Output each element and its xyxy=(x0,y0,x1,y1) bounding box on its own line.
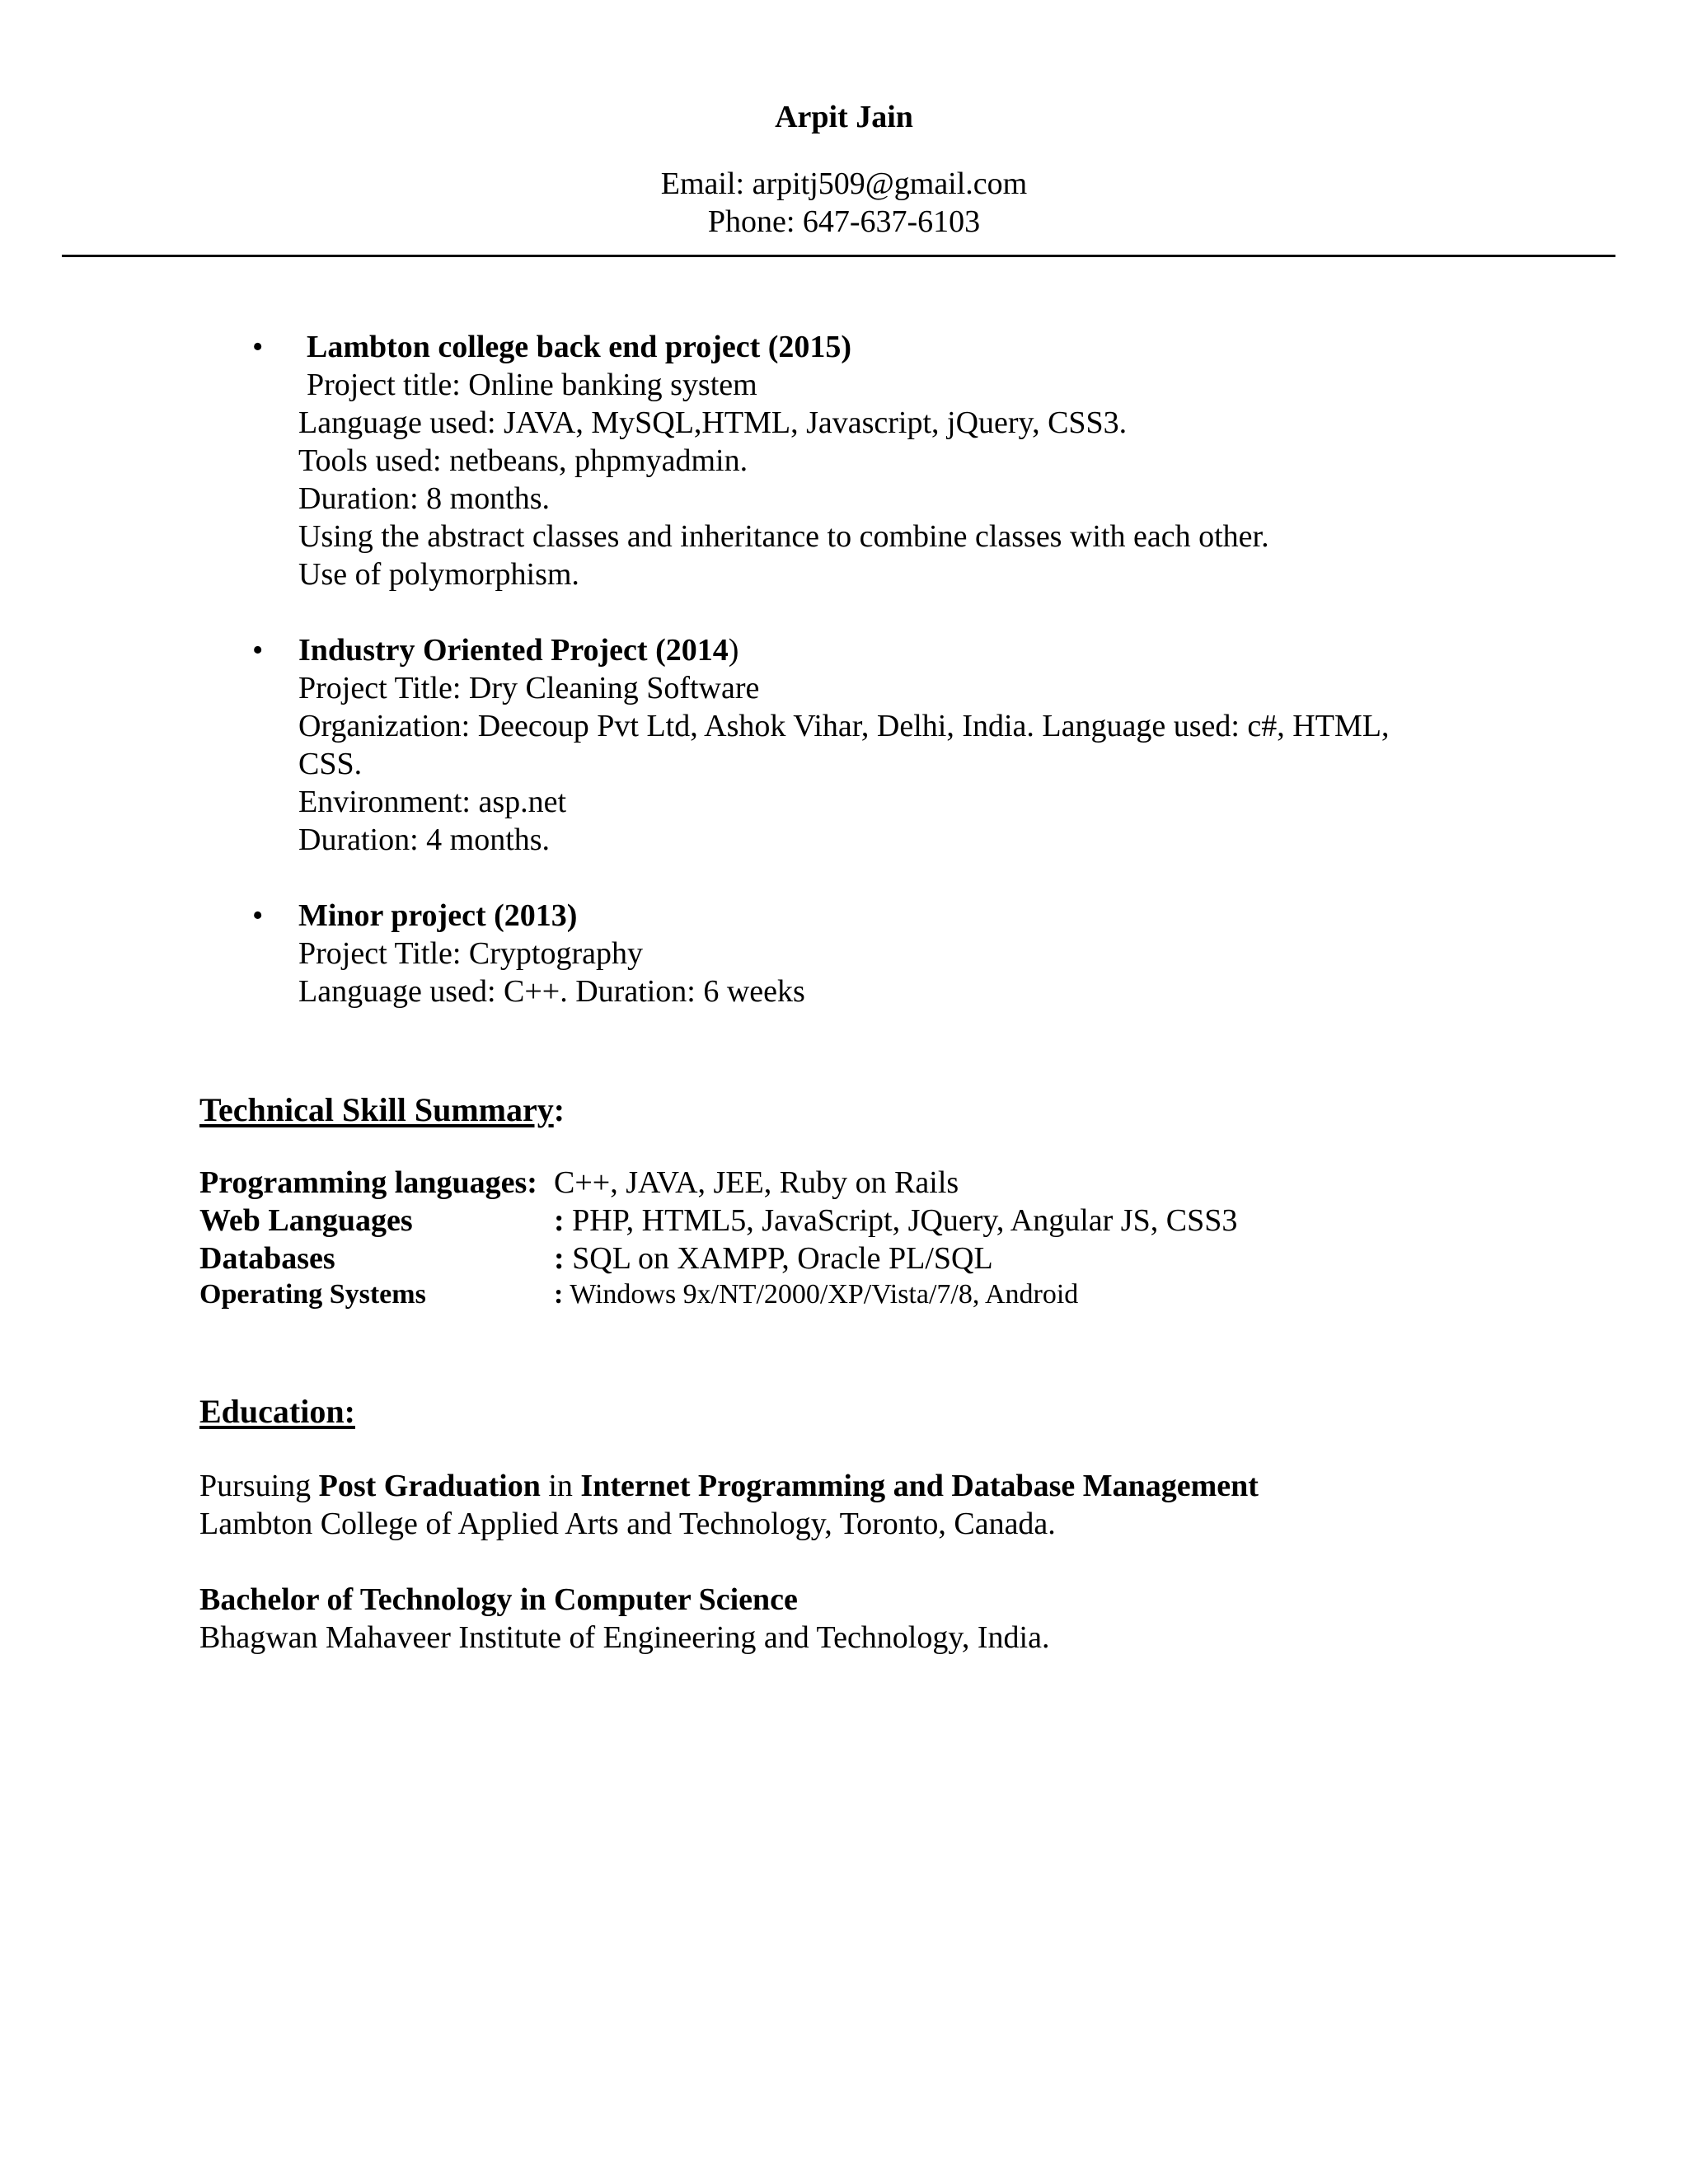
skill-row xyxy=(199,1277,1601,1312)
bullet-icon: • xyxy=(252,330,264,364)
skill-label: Programming languages: xyxy=(199,1165,537,1200)
project-line: Use of polymorphism. xyxy=(298,557,579,592)
pg-school: Lambton College of Applied Arts and Technology, Toronto, Canada. xyxy=(199,1507,1056,1541)
pg-program: Internet Programming and Database Management xyxy=(580,1469,1259,1503)
ug-degree: Bachelor of Technology in Computer Science xyxy=(199,1582,798,1617)
project-title: Industry Oriented Project (2014 xyxy=(298,633,729,668)
pg-degree: Post Graduation xyxy=(318,1469,541,1503)
project-line: Project Title: Cryptography xyxy=(298,936,643,971)
section-heading xyxy=(199,1090,1601,1131)
header-divider xyxy=(62,255,1615,257)
education-section xyxy=(199,1391,1601,1657)
project-details xyxy=(298,328,1493,593)
skill-row xyxy=(199,1164,1601,1202)
education-entry xyxy=(199,1467,1601,1657)
project-line: Environment: asp.net xyxy=(298,785,567,819)
skill-label: Web Languages xyxy=(199,1203,413,1238)
project-line: Language used: JAVA, MySQL,HTML, Javascript, jQuery, CSS3. xyxy=(298,405,1128,440)
skills-heading-colon: : xyxy=(553,1091,565,1128)
project-line: Duration: 4 months. xyxy=(298,823,551,857)
skill-value: : PHP, HTML5, JavaScript, JQuery, Angular JS, CSS3 xyxy=(554,1203,1238,1238)
candidate-name: Arpit Jain xyxy=(775,100,913,134)
skill-value: C++, JAVA, JEE, Ruby on Rails xyxy=(554,1165,959,1200)
project-details xyxy=(298,631,1493,859)
skills-heading: Technical Skill Summary xyxy=(199,1091,554,1128)
project-line: Project Title: Dry Cleaning Software xyxy=(298,671,760,705)
project-line: CSS. xyxy=(298,747,363,781)
skills-section xyxy=(199,1090,1601,1312)
pg-line: Pursuing Post Graduation in Internet Programming and Database Management xyxy=(199,1469,1259,1503)
project-line: Project title: Online banking system xyxy=(307,368,757,402)
skill-row xyxy=(199,1240,1601,1277)
project-details xyxy=(298,897,1493,1010)
bullet-icon: • xyxy=(252,898,264,933)
skills-table xyxy=(199,1164,1601,1312)
ug-school: Bhagwan Mahaveer Institute of Engineering and Technology, India. xyxy=(199,1620,1050,1655)
project-title-line xyxy=(298,631,1493,669)
project-title: Lambton college back end project (2015) xyxy=(307,330,852,364)
bullet-icon: • xyxy=(252,633,264,668)
skill-value: : SQL on XAMPP, Oracle PL/SQL xyxy=(554,1241,993,1276)
project-line: Duration: 8 months. xyxy=(298,481,551,516)
project-title: Minor project (2013) xyxy=(298,898,578,933)
skill-value: : Windows 9x/NT/2000/XP/Vista/7/8, Android xyxy=(554,1279,1079,1310)
skill-label: Databases xyxy=(199,1241,335,1276)
email-line: Email: arpitj509@gmail.com xyxy=(660,166,1028,201)
projects-list xyxy=(0,328,1688,1048)
section-heading xyxy=(199,1391,1601,1432)
project-item xyxy=(0,328,1688,593)
project-line: Using the abstract classes and inheritance to combine classes with each other. xyxy=(298,519,1269,554)
phone-line: Phone: 647-637-6103 xyxy=(707,204,981,239)
project-title-suffix: ) xyxy=(728,633,739,668)
skill-row xyxy=(199,1202,1601,1240)
resume-header xyxy=(0,92,1688,241)
project-line: Tools used: netbeans, phpmyadmin. xyxy=(298,443,748,478)
contact-block xyxy=(0,165,1688,241)
project-item xyxy=(0,897,1688,1010)
project-line: Organization: Deecoup Pvt Ltd, Ashok Vihar, Delhi, India. Language used: c#, HTML, xyxy=(298,709,1390,743)
skill-label: Operating Systems xyxy=(199,1279,426,1310)
project-line: Language used: C++. Duration: 6 weeks xyxy=(298,974,805,1009)
project-item xyxy=(0,631,1688,859)
education-heading: Education: xyxy=(199,1393,355,1430)
